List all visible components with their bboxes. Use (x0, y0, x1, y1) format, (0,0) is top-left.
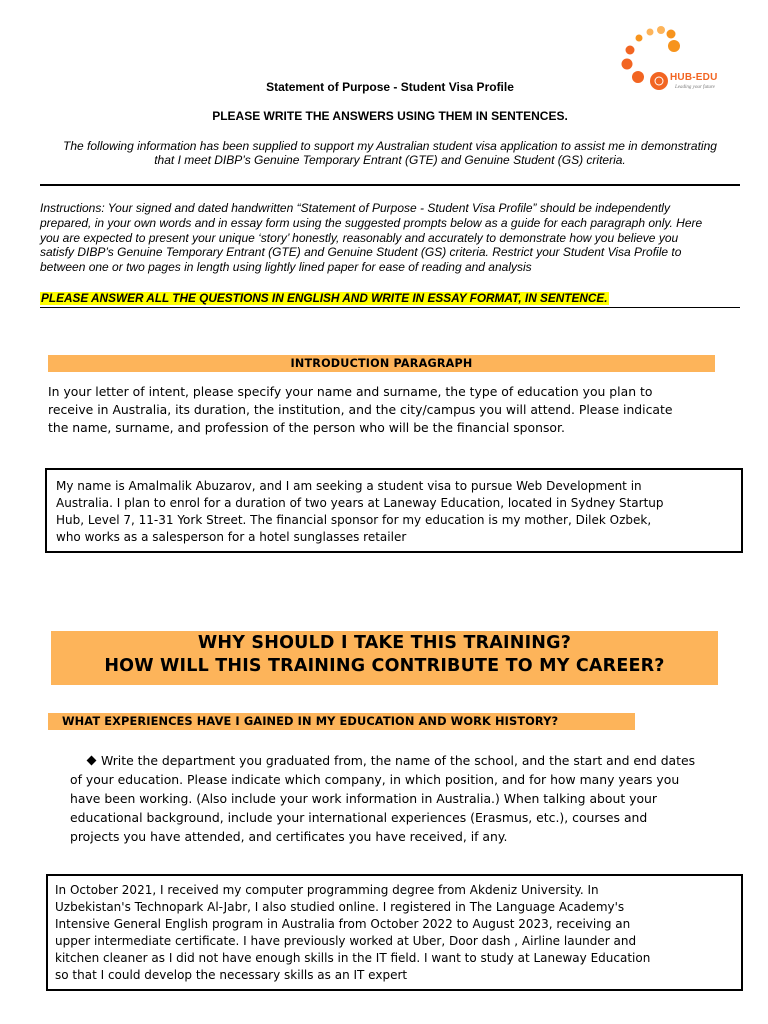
experience-prompt (70, 751, 740, 846)
divider (40, 184, 740, 186)
prompt-line: of your education. Please indicate which company, in which position, and for how many years you (70, 772, 680, 787)
instructions-line: you are expected to present your unique ‘story’ honestly, reasonably and accurately to demonstrate how you believe you (40, 230, 679, 245)
divider (40, 307, 740, 308)
answer-line: My name is Amalmalik Abuzarov, and I am seeking a student visa to pursue Web Development in (56, 479, 642, 493)
introduction-answer (56, 478, 736, 546)
prompt-line: educational background, include your international experiences (Erasmus, etc.), courses and (70, 810, 648, 825)
introduction-heading: INTRODUCTION PARAGRAPH (290, 357, 473, 370)
answer-line: so that I could develop the necessary skills as an IT expert (55, 968, 408, 982)
answer-line: In October 2021, I received my computer programming degree from Akdeniz University. In (55, 883, 599, 897)
instructions-line: prepared, in your own words and in essay form using the suggested prompts below as a guide for each paragraph only. Here (40, 215, 703, 230)
instructions-line: Instructions: Your signed and dated handwritten “Statement of Purpose - Student Visa Profile” should be independently (40, 201, 670, 215)
prompt-line (70, 751, 740, 770)
prompt-first-line: Write the department you graduated from, the name of the school, and the start and end dates (101, 753, 696, 768)
prompt-line: the name, surname, and profession of the person who will be the financial sponsor. (48, 420, 565, 435)
logo-brand: HUB-EDU (670, 72, 718, 83)
answer-line: upper intermediate certificate. I have previously worked at Uber, Door dash , Airline launder and (55, 934, 637, 948)
supplied-text (40, 139, 740, 167)
diamond-bullet-icon (87, 756, 97, 766)
page-subtitle: PLEASE WRITE THE ANSWERS USING THEM IN SENTENCES. (212, 109, 568, 123)
prompt-line: projects you have attended, and certificates you have received, if any. (70, 829, 508, 844)
answer-line: who works as a salesperson for a hotel sunglasses retailer (56, 530, 407, 544)
supplied-line: that I meet DIBP’s Genuine Temporary Entrant (GTE) and Genuine Student (GS) criteria. (154, 153, 626, 167)
prompt-line: have been working. (Also include your work information in Australia.) When talking about your (70, 791, 657, 806)
supplied-line: The following information has been supplied to support my Australian student visa application to assist me in demonstrating (63, 139, 717, 153)
answer-line: kitchen cleaner as I did not have enough skills in the IT field. I want to study at Laneway Education (55, 951, 651, 965)
why-heading-line: WHY SHOULD I TAKE THIS TRAINING? (197, 633, 572, 653)
why-heading-line: HOW WILL THIS TRAINING CONTRIBUTE TO MY CAREER? (104, 656, 665, 676)
answer-line: Uzbekistan's Technopark Al-Jabr, I also studied online. I registered in The Language Academy's (55, 900, 625, 914)
instructions-text (40, 201, 744, 275)
introduction-prompt (48, 383, 738, 437)
experience-heading: WHAT EXPERIENCES HAVE I GAINED IN MY EDUCATION AND WORK HISTORY? (62, 714, 559, 728)
experience-answer (55, 882, 741, 984)
answer-line: Australia. I plan to enrol for a duration of two years at Laneway Education, located in Sydney Startup (56, 496, 664, 510)
answer-line: Intensive General English program in Australia from October 2022 to August 2023, receiving an (55, 917, 631, 931)
prompt-line: receive in Australia, its duration, the institution, and the city/campus you will attend. Please indicate (48, 402, 673, 417)
logo-tagline: Leading your future (675, 85, 715, 90)
answer-line: Hub, Level 7, 11-31 York Street. The financial sponsor for my education is my mother, Dilek Ozbek, (56, 513, 652, 527)
prompt-line: In your letter of intent, please specify your name and surname, the type of education you plan to (48, 384, 653, 399)
highlight-notice: PLEASE ANSWER ALL THE QUESTIONS IN ENGLISH AND WRITE IN ESSAY FORMAT, IN SENTENCE. (41, 291, 608, 305)
instructions-line: between one or two pages in length using lightly lined paper for ease of reading and analysis (40, 260, 532, 275)
page-title: Statement of Purpose - Student Visa Profile (266, 80, 514, 94)
instructions-line: satisfy DIBP’s Genuine Temporary Entrant (GTE) and Genuine Student (GS) criteria. Restrict your Student Visa Profile to (40, 245, 682, 260)
